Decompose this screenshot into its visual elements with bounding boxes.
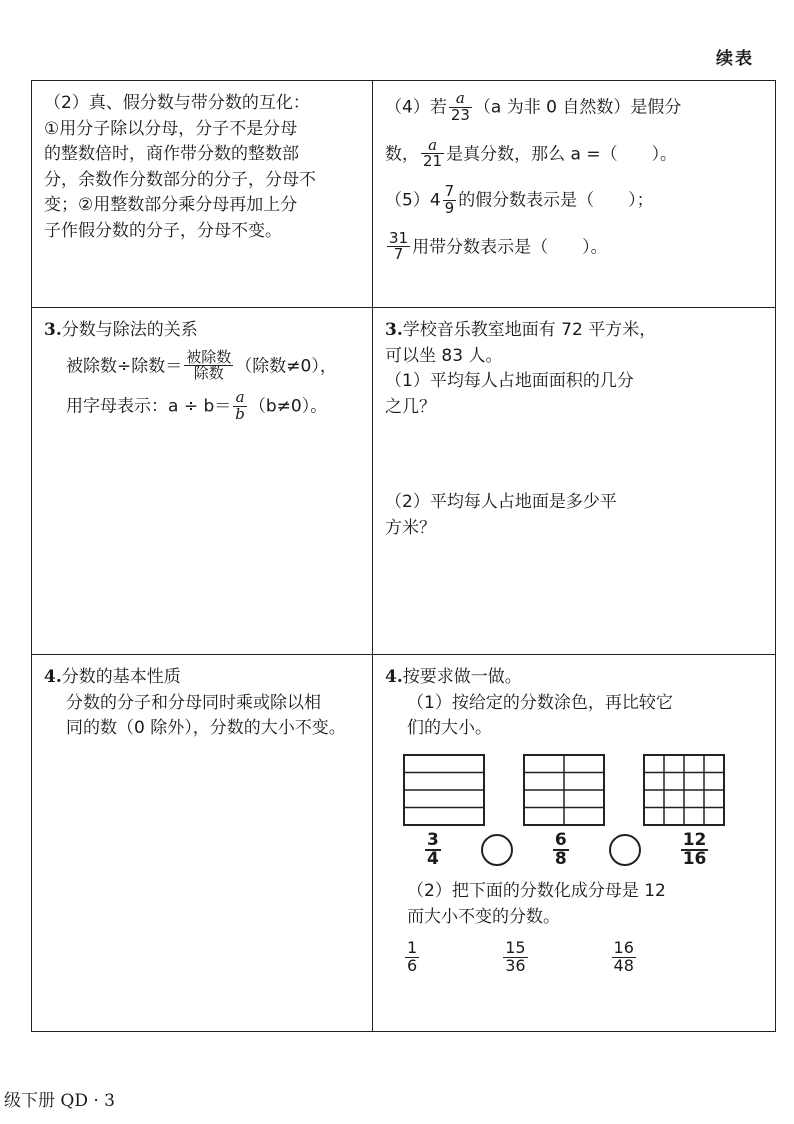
question-1-line2: 们的大小。 <box>407 718 492 738</box>
text-line: 变；②用整数部分乘分母再加上分 <box>44 195 298 215</box>
fraction: $\frac{a}{23}$ <box>450 89 470 124</box>
question-1-line1: （1）平均每人占地面面积的几分 <box>385 371 634 391</box>
fraction: $\frac{31}{7}$ <box>389 228 409 264</box>
knowledge-cell-basic-property <box>32 655 373 1032</box>
question-5-line2 <box>385 228 763 264</box>
question-4-line1: （4）若 $\frac{a}{23}$ （a 为非 0 自然数）是假分 <box>385 89 682 124</box>
compare-circle[interactable] <box>609 834 641 866</box>
shading-grids <box>403 754 763 826</box>
question-1-line2: 之几？ <box>385 396 436 417</box>
question-2-line2: 而大小不变的分数。 <box>407 906 560 927</box>
answer-space[interactable] <box>385 420 763 490</box>
fraction: $\frac{\text{被除数}}{\text{除数}}$ <box>186 347 232 383</box>
fraction: $\frac{7}{9}$ <box>444 182 455 217</box>
problem-intro: 3.学校音乐教室地面有 72 平方米， <box>385 320 657 340</box>
fraction: $\frac{6}{8}$ <box>554 829 567 870</box>
section-heading: （2）真、假分数与带分数的互化： <box>44 93 310 113</box>
section-title: 4.按要求做一做。 <box>385 667 522 687</box>
table-row <box>32 308 776 655</box>
fraction: $\frac{a}{b}$ <box>235 388 245 423</box>
text-line: 分数的分子和分母同时乘或除以相 <box>66 692 321 713</box>
section-title: 4.分数的基本性质 <box>44 667 181 687</box>
grid-eighths[interactable] <box>523 754 605 826</box>
answer-blank-line[interactable]: 用带分数表示是（ ）。 <box>412 236 608 257</box>
fraction: $\frac{12}{16}$ <box>682 829 707 870</box>
table-row <box>32 81 776 308</box>
fraction: $\frac{15}{36}$ <box>505 938 526 975</box>
question-2-line1: （2）平均每人占地面是多少平 <box>385 492 617 512</box>
letter-formula-line: 用字母表示：a ÷ b＝ $\frac{a}{b}$ （b≠0）。 <box>66 388 328 423</box>
grid-quarters[interactable] <box>403 754 485 826</box>
exercise-cell-music-room <box>373 308 776 655</box>
formula-line: 被除数÷除数＝ $\frac{\text{被除数}}{\text{除数}}$ （除数≠0）， <box>66 347 337 383</box>
fraction: $\frac{1}{6}$ <box>407 938 418 975</box>
fraction: $\frac{16}{48}$ <box>613 938 634 975</box>
knowledge-cell-fraction-conversion <box>32 81 373 308</box>
grid-sixteenths[interactable] <box>643 754 725 826</box>
page-footer: 级下册 QD · 3 <box>4 1091 115 1111</box>
problem-intro-line2: 可以坐 83 人。 <box>385 345 503 366</box>
answer-blank-line[interactable]: 的假分数表示是（ ）； <box>458 190 654 211</box>
text-line: ①用分子除以分母，分子不是分母 <box>44 118 298 139</box>
exercise-cell-fraction-questions <box>373 81 776 308</box>
answer-blank-line[interactable]: 是真分数，那么 a =（ ）。 <box>446 143 678 164</box>
exercise-cell-shading <box>373 655 776 1032</box>
knowledge-cell-fraction-division <box>32 308 373 655</box>
fraction: $\frac{3}{4}$ <box>427 829 439 870</box>
text-line: 同的数（0 除外），分数的大小不变。 <box>66 718 346 738</box>
compare-circle[interactable] <box>481 834 513 866</box>
table-row <box>32 655 776 1032</box>
question-1-line1: （1）按给定的分数涂色，再比较它 <box>407 692 673 713</box>
continuation-label: 续表 <box>716 49 754 69</box>
worksheet-table <box>31 80 776 1032</box>
text-line: 子作假分数的分子，分母不变。 <box>44 220 282 241</box>
section-title: 3.分数与除法的关系 <box>44 320 198 340</box>
convert-fractions-row <box>403 940 763 975</box>
question-5-line1: （5）4 $\frac{7}{9}$ 的假分数表示是（ ）； <box>385 182 654 217</box>
question-2-line2: 方米？ <box>385 517 436 538</box>
fraction: $\frac{a}{21}$ <box>423 135 443 171</box>
question-4-line2: 数， $\frac{a}{21}$ 是真分数，那么 a =（ ）。 <box>385 135 678 171</box>
answer-space[interactable] <box>385 541 763 601</box>
question-2-line1: （2）把下面的分数化成分母是 12 <box>407 881 666 902</box>
compare-row <box>423 829 763 870</box>
text-line: 的整数倍时，商作带分数的整数部 <box>44 144 299 164</box>
text-line: 分，余数作分数部分的分子，分母不 <box>44 169 316 190</box>
